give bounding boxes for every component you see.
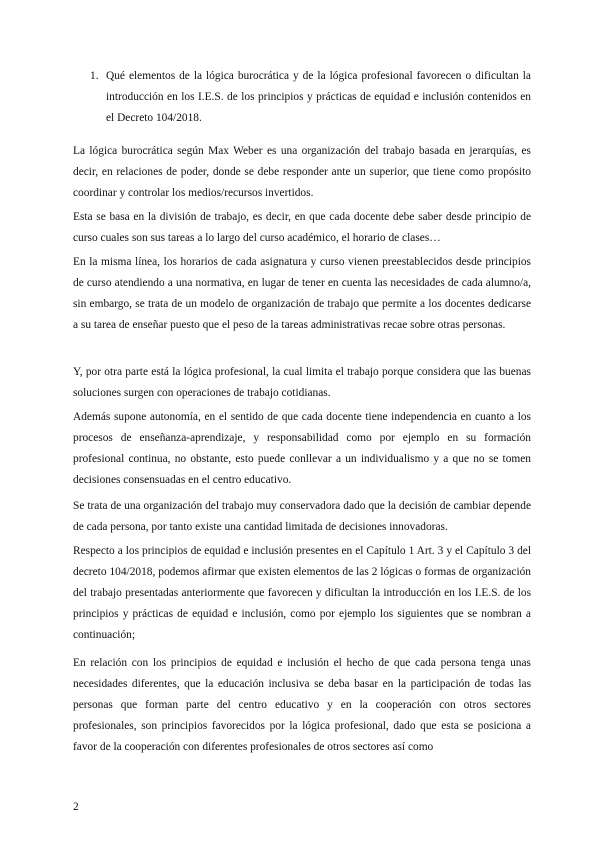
paragraph-inclusion: En relación con los principios de equidad e inclusión el hecho de que cada persona tenga unas necesidades diferentes, que la educación inclusiva se deba basar en la participación de todas las personas que forman parte del centro educativo y en la cooperación con otros sectores profesionales, son principios favorecidos por la lógica profesional, dado que esta se posiciona a favor de la cooperación con diferentes profesionales de otros sectores así como: [73, 657, 531, 753]
paragraph-professional-logic: Y, por otra parte está la lógica profesional, la cual limita el trabajo porque considera que las buenas soluciones surgen con operaciones de trabajo cotidianas.: [73, 366, 531, 399]
question-number: 1.: [90, 70, 99, 82]
paragraph-bureaucratic-logic: La lógica burocrática según Max Weber es una organización del trabajo basada en jerarquías, es decir, en relaciones de poder, donde se debe responder ante un superior, que tiene como propósito coordinar y controlar los medios/recursos invertidos.: [73, 145, 531, 199]
question-item: [73, 66, 531, 129]
paragraph-conservative: Se trata de una organización del trabajo muy conservadora dado que la decisión de cambiar depende de cada persona, por tanto existe una cantidad limitada de decisiones innovadoras.: [73, 500, 531, 533]
paragraph-schedules: En la misma línea, los horarios de cada asignatura y curso vienen preestablecidos desde principios de curso atendiendo a una normativa, en lugar de tener en cuenta las necesidades de cada alumno/a, sin embargo, se trata de un modelo de organización de trabajo que permite a los docentes dedicarse a su tarea de enseñar puesto que el peso de la tareas administrativas recae sobre otras personas.: [73, 256, 531, 331]
paragraph-autonomy: Además supone autonomía, en el sentido de que cada docente tiene independencia en cuanto a los procesos de enseñanza-aprendizaje, y responsabilidad como por ejemplo en su formación profesional continua, no obstante, esto puede conllevar a un individualismo y a que no se tomen decisiones consensuadas en el centro educativo.: [73, 411, 531, 486]
question-text: Qué elementos de la lógica burocrática y de la lógica profesional favorecen o dificultan la introducción en los I.E.S. de los principios y prácticas de equidad e inclusión contenidos en el Decreto 104/2018.: [106, 70, 531, 124]
paragraph-division-of-work: Esta se basa en la división de trabajo, es decir, en que cada docente debe saber desde principio de curso cuales son sus tareas a lo largo del curso académico, el horario de clases…: [73, 211, 531, 244]
page-number: 2: [73, 801, 79, 813]
paragraph-equity-principles: Respecto a los principios de equidad e inclusión presentes en el Capítulo 1 Art. 3 y el Capítulo 3 del decreto 104/2018, podemos afirmar que existen elementos de las 2 lógicas o formas de organización del trabajo presentadas anteriormente que favorecen y dificultan la introducción en los I.E.S. de los principios y prácticas de equidad e inclusión, como por ejemplo los siguientes que se nombran a continuación;: [73, 545, 531, 641]
